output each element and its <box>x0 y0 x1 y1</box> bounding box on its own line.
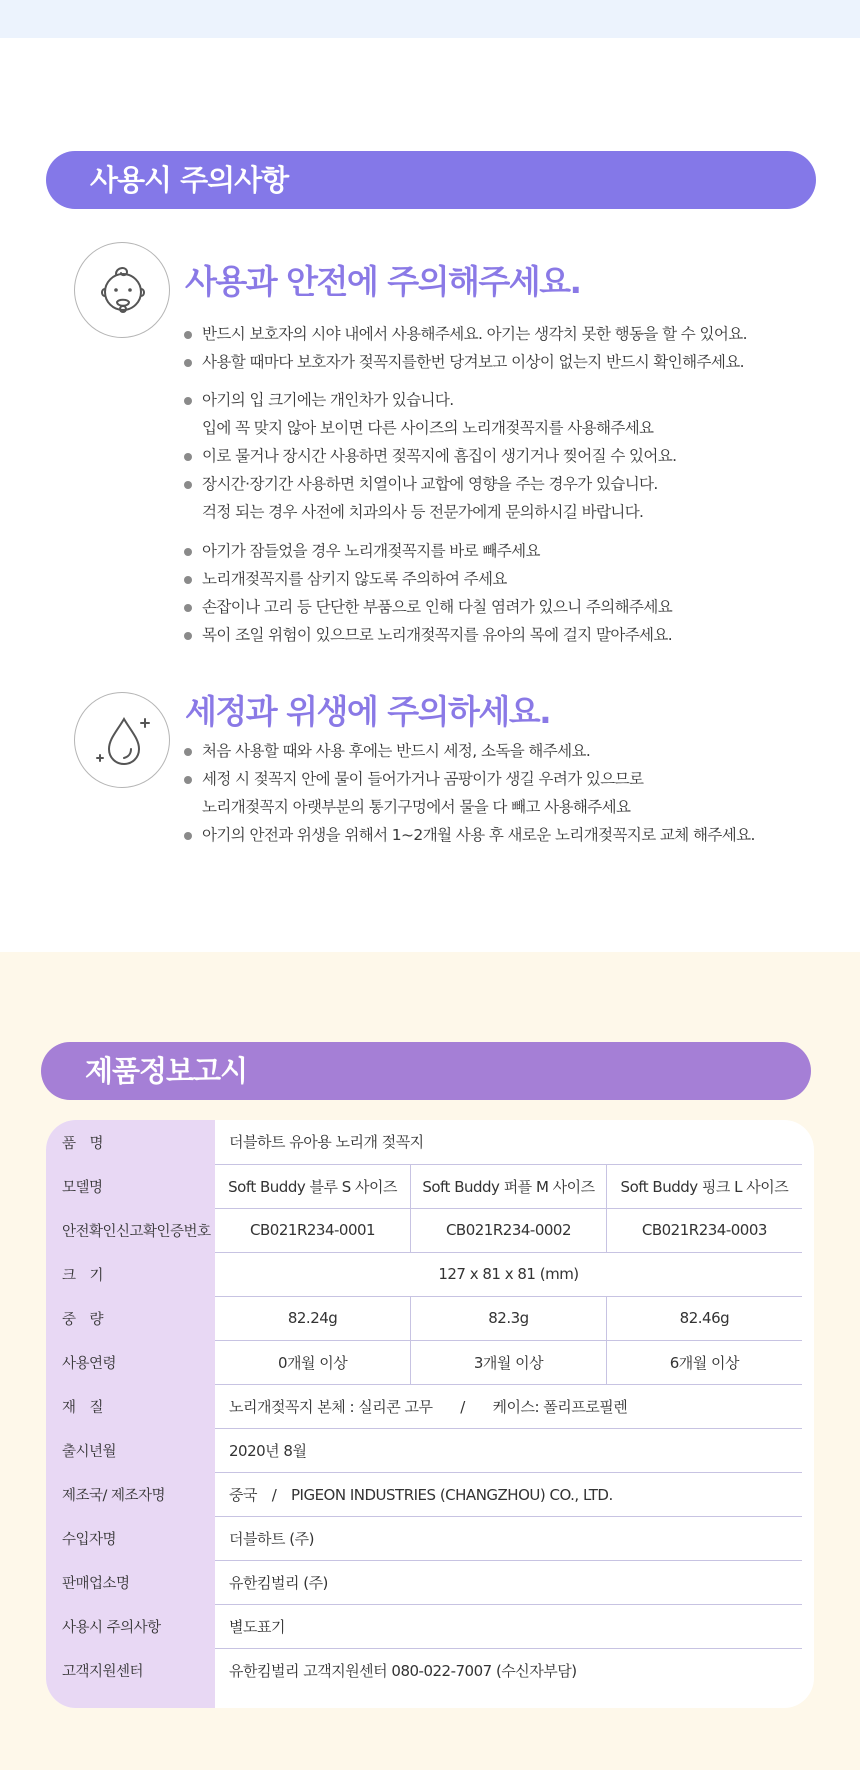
list-item: 아기가 잠들었을 경우 노리개젖꼭지를 바로 빼주세요 <box>184 537 824 565</box>
list-item: 장시간·장기간 사용하면 치열이나 교합에 영향을 주는 경우가 있습니다. 걱정 되는 경우 사전에 치과의사 등 전문가에게 문의하시길 바랍니다. <box>184 470 824 526</box>
list-item: 노리개젖꼭지를 삼키지 않도록 주의하여 주세요 <box>184 565 824 593</box>
hygiene-list <box>184 737 824 849</box>
list-item: 세정 시 젖꼭지 안에 물이 들어가거나 곰팡이가 생길 우려가 있으므로 노리개젖꼭지 아랫부분의 통기구멍에서 물을 다 빼고 사용해주세요 <box>184 765 824 821</box>
caution-value: 별도표기 <box>215 1604 802 1648</box>
list-item: 이로 물거나 장시간 사용하면 젖꼭지에 흠집이 생기거나 찢어질 수 있어요. <box>184 442 824 470</box>
list-item: 사용할 때마다 보호자가 젖꼭지를한번 당겨보고 이상이 없는지 반드시 확인해주세요. <box>184 348 824 376</box>
row-label: 사용연령 <box>62 1355 117 1372</box>
row-label: 재 질 <box>62 1399 104 1416</box>
table-row <box>46 1120 802 1164</box>
row-label: 수입자명 <box>62 1531 117 1548</box>
model-purple-m: Soft Buddy 퍼플 M 사이즈 <box>411 1164 607 1208</box>
row-label: 품 명 <box>62 1135 104 1152</box>
hygiene-heading: 세정과 위생에 주의하세요. <box>185 692 551 731</box>
table-row <box>46 1560 802 1604</box>
table-row <box>46 1516 802 1560</box>
water-drop-icon <box>74 692 170 788</box>
table-row <box>46 1472 802 1516</box>
age-m: 3개월 이상 <box>411 1340 607 1384</box>
table-row <box>46 1296 802 1340</box>
table-row <box>46 1384 802 1428</box>
table-row <box>46 1604 802 1648</box>
table-row <box>46 1340 802 1384</box>
weight-m: 82.3g <box>411 1296 607 1340</box>
info-banner-title: 제품정보고시 <box>85 1054 248 1088</box>
top-strip <box>0 0 860 38</box>
table-row <box>46 1164 802 1208</box>
size-value: 127 x 81 x 81 (mm) <box>215 1252 802 1296</box>
cert-number-l: CB021R234-0003 <box>606 1208 802 1252</box>
table-row <box>46 1252 802 1296</box>
list-item: 손잡이나 고리 등 단단한 부품으로 인해 다칠 염려가 있으니 주의해주세요 <box>184 593 824 621</box>
list-item: 반드시 보호자의 시야 내에서 사용해주세요. 아기는 생각치 못한 행동을 할 수 있어요. <box>184 320 824 348</box>
usage-list <box>184 386 824 526</box>
product-info-table-card <box>46 1120 814 1708</box>
list-item: 처음 사용할 때와 사용 후에는 반드시 세정, 소독을 해주세요. <box>184 737 824 765</box>
product-name-value: 더블하트 유아용 노리개 젖꼭지 <box>215 1120 802 1164</box>
row-label: 안전확인신고확인증번호 <box>62 1223 211 1240</box>
weight-l: 82.46g <box>606 1296 802 1340</box>
material-value: 노리개젖꼭지 본체 : 실리콘 고무 / 케이스: 폴리프로필렌 <box>215 1384 802 1428</box>
list-item: 아기의 안전과 위생을 위해서 1~2개월 사용 후 새로운 노리개젖꼭지로 교체 해주세요. <box>184 821 824 849</box>
age-l: 6개월 이상 <box>606 1340 802 1384</box>
importer-value: 더블하트 (주) <box>215 1516 802 1560</box>
release-value: 2020년 8월 <box>215 1428 802 1472</box>
list-item: 목이 조일 위험이 있으므로 노리개젖꼭지를 유아의 목에 걸지 말아주세요. <box>184 621 824 649</box>
model-blue-s: Soft Buddy 블루 S 사이즈 <box>215 1164 411 1208</box>
row-label: 중 량 <box>62 1311 104 1328</box>
usage-heading: 사용과 안전에 주의해주세요. <box>185 262 581 301</box>
row-label: 출시년월 <box>62 1443 117 1460</box>
usage-list <box>184 320 824 376</box>
usage-list <box>184 537 824 649</box>
caution-banner-title: 사용시 주의사항 <box>90 163 289 197</box>
table-row <box>46 1208 802 1252</box>
row-label: 크 기 <box>62 1267 104 1284</box>
info-banner <box>41 1042 811 1100</box>
model-pink-l: Soft Buddy 핑크 L 사이즈 <box>606 1164 802 1208</box>
row-label: 판매업소명 <box>62 1575 130 1592</box>
row-label: 사용시 주의사항 <box>62 1619 161 1636</box>
seller-value: 유한킴벌리 (주) <box>215 1560 802 1604</box>
row-label: 고객지원센터 <box>62 1663 144 1680</box>
product-info-table <box>46 1120 802 1692</box>
row-label: 제조국/ 제조자명 <box>62 1487 166 1504</box>
caution-banner <box>46 151 816 209</box>
maker-value: 중국 / PIGEON INDUSTRIES (CHANGZHOU) CO., LTD. <box>215 1472 802 1516</box>
weight-s: 82.24g <box>215 1296 411 1340</box>
age-s: 0개월 이상 <box>215 1340 411 1384</box>
table-row <box>46 1428 802 1472</box>
list-item: 아기의 입 크기에는 개인차가 있습니다. 입에 꼭 맞지 않아 보이면 다른 사이즈의 노리개젖꼭지를 사용해주세요 <box>184 386 824 442</box>
table-row <box>46 1648 802 1692</box>
cert-number-m: CB021R234-0002 <box>411 1208 607 1252</box>
baby-face-icon <box>74 242 170 338</box>
row-label: 모델명 <box>62 1179 103 1196</box>
support-value: 유한킴벌리 고객지원센터 080-022-7007 (수신자부담) <box>229 1661 577 1680</box>
cert-number-s: CB021R234-0001 <box>215 1208 411 1252</box>
